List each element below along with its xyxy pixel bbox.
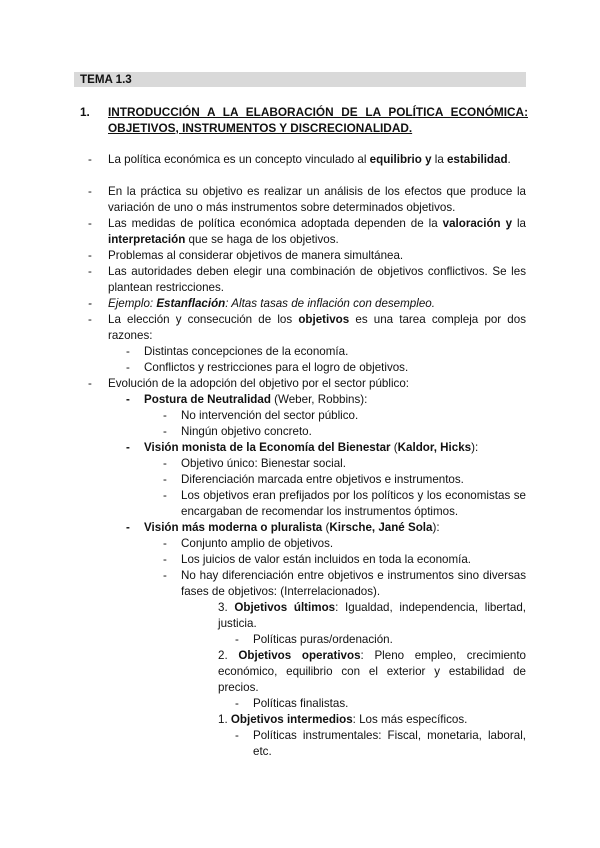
bullet-dash: - [88,185,92,198]
bullet-dash: - [126,393,130,406]
list-item: - Ningún objetivo concreto. [163,425,312,438]
bullet-dash: - [163,553,167,566]
list-item: - Conjunto amplio de objetivos. [163,537,334,550]
list-item: - Diferenciación marcada entre objetivos e instrumentos. [163,473,464,486]
section-heading [80,104,528,136]
tema-label: TEMA 1.3 [80,73,132,86]
bullet-dash: - [126,345,130,358]
bullet-dash: - [88,297,92,310]
posture-neutralidad: - Postura de Neutralidad (Weber, Robbins): [126,393,368,406]
list-item: - Los juicios de valor están incluidos en toda la economía. [163,553,472,566]
bullet-dash: - [88,313,92,326]
list-item: - No intervención del sector público. [163,409,359,422]
list-item: - Distintas concepciones de la economía. [126,345,349,358]
bullet-dash: - [126,441,130,454]
list-item: - Problemas al considerar objetivos de manera simultánea. [88,249,404,262]
bullet-dash: - [126,521,130,534]
list-item: - No hay diferenciación entre objetivos e instrumentos sino diversas fases de objetivos: (Interrelacionados). [163,569,526,598]
list-item: - Ejemplo: Estanflación: Altas tasas de inflación con desempleo. [88,297,435,310]
list-item: - Objetivo único: Bienestar social. [163,457,346,470]
bullet-dash: - [126,361,130,374]
objective-intermedios: 1. Objetivos intermedios: Los más específicos. [218,713,468,726]
bullet-dash: - [235,697,239,710]
bullet-dash: - [235,729,239,742]
posture-monista: - Visión monista de la Economía del Bienestar (Kaldor, Hicks): [126,441,479,454]
list-item: - Evolución de la adopción del objetivo por el sector público: [88,377,409,390]
list-item: - Políticas finalistas. [235,697,349,710]
posture-pluralista: - Visión más moderna o pluralista (Kirsche, Jané Sola): [126,521,440,534]
objective-operativos: 2. Objetivos operativos: Pleno empleo, crecimiento económico, equilibrio con el exterior y estabilidad de precios. [218,649,527,694]
bullet-dash: - [163,409,167,422]
bullet-dash: - [88,153,92,166]
tema-header [74,72,526,87]
bullet-dash: - [88,377,92,390]
list-item: - La política económica es un concepto vinculado al equilibrio y la estabilidad. [88,153,511,166]
section-title: INTRODUCCIÓN A LA ELABORACIÓN DE LA POLÍTICA ECONÓMICA: OBJETIVOS, INSTRUMENTOS Y DISCRECIONALIDAD. [108,105,528,135]
bullet-dash: - [163,473,167,486]
list-item: - Los objetivos eran prefijados por los políticos y los economistas se encargaban de recomendar los instrumentos óptimos. [163,489,526,518]
bullet-dash: - [163,457,167,470]
bullet-dash: - [163,537,167,550]
list-item: - Las autoridades deben elegir una combinación de objetivos conflictivos. Se les plantean restricciones. [88,265,526,294]
bullet-dash: - [163,569,167,582]
section-number: 1. [80,105,90,119]
list-item: - En la práctica su objetivo es realizar un análisis de los efectos que produce la variación de uno o más instrumentos sobre determinados objetivos. [88,185,526,214]
bullet-dash: - [163,425,167,438]
list-item: - La elección y consecución de los objetivos es una tarea compleja por dos razones: [88,313,526,342]
bullet-dash: - [235,633,239,646]
bullet-dash: - [88,217,92,230]
list-item: - Políticas puras/ordenación. [235,633,393,646]
list-item: - Políticas instrumentales: Fiscal, monetaria, laboral, etc. [235,729,526,758]
bullet-dash: - [88,265,92,278]
list-item: - Las medidas de política económica adoptada dependen de la valoración y la interpretación que se haga de los objetivos. [88,217,526,246]
bullet-dash: - [163,489,167,502]
bullet-dash: - [88,249,92,262]
list-item: - Conflictos y restricciones para el logro de objetivos. [126,361,409,374]
objective-ultimos: 3. Objetivos últimos: Igualdad, independencia, libertad, justicia. [218,601,526,630]
